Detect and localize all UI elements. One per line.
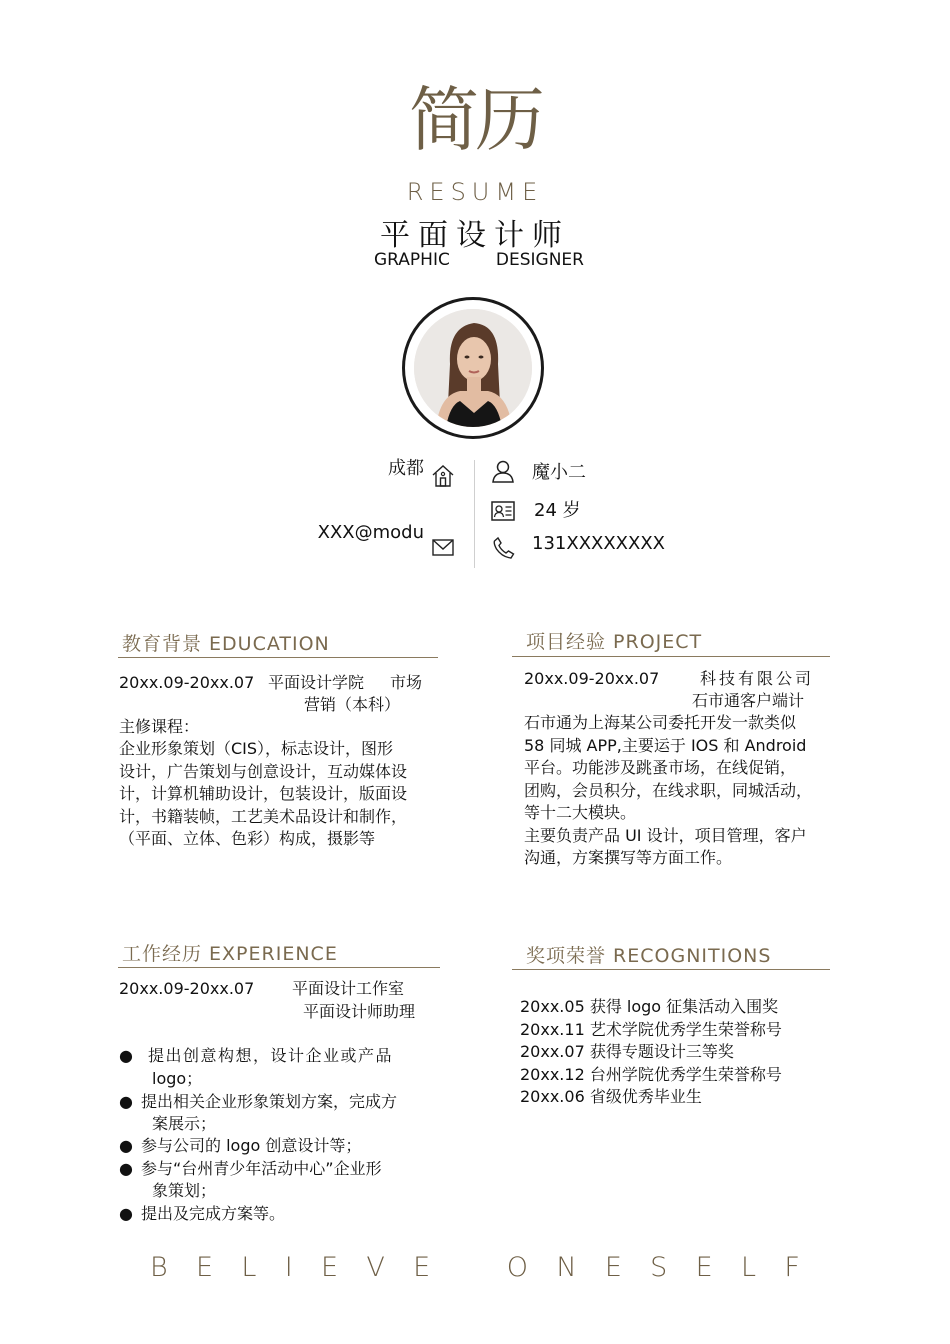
experience-bullet-text: logo； — [152, 1069, 203, 1088]
education-course-line: 计，书籍装帧，工艺美术品设计和制作， — [119, 806, 408, 826]
experience-bullet-text: 案展示； — [152, 1114, 217, 1133]
experience-date: 20xx.09-20xx.07 — [119, 979, 255, 998]
footer-letter: L — [241, 1252, 257, 1283]
id-card-icon — [490, 498, 516, 524]
recognition-item: 20xx.12 台州学院优秀学生荣誉称号 — [520, 1064, 782, 1084]
bullet-symbol: ● — [119, 1092, 133, 1111]
project-product: 石市通客户端计 — [692, 691, 805, 710]
recognition-item: 20xx.05 获得 logo 征集活动入围奖 — [520, 997, 779, 1016]
recognition-item: 20xx.06 省级优秀毕业生 — [520, 1087, 702, 1106]
education-school: 平面设计学院 — [268, 673, 365, 692]
resume-title-en: RESUME — [406, 178, 544, 206]
education-courses-label: 主修课程： — [119, 717, 200, 736]
footer-space — [458, 1252, 478, 1283]
project-line: 石市通为上海某公司委托开发一款类似 — [524, 713, 797, 732]
education-title: 教育背景 EDUCATION — [122, 633, 330, 655]
project-line: 58 同城 APP,主要运于 IOS 和 Android — [524, 735, 807, 755]
education-course-line: 企业形象策划（CIS），标志设计，图形 — [119, 739, 394, 758]
experience-bullet-text: 象策划； — [152, 1181, 217, 1200]
experience-org: 平面设计工作室 — [292, 979, 405, 998]
avatar-frame — [402, 297, 544, 439]
email-text: XXX@modu — [317, 522, 424, 543]
experience-bullet-text: 参与“台州青少年活动中心”企业形 — [141, 1159, 382, 1178]
footer-letter: E — [695, 1252, 713, 1283]
job-title-en-part2: DESIGNER — [495, 250, 584, 270]
age-text: 24 岁 — [534, 500, 581, 521]
bullet-symbol: ● — [119, 1159, 133, 1178]
footer-letter: S — [650, 1252, 668, 1283]
footer-letter: O — [506, 1252, 529, 1283]
footer-letter: E — [413, 1252, 431, 1283]
footer-letter: F — [784, 1252, 800, 1283]
recognitions-title: 奖项荣誉 RECOGNITIONS — [526, 945, 772, 967]
experience-bullet-text: 提出创意构想，设计企业或产品 — [148, 1046, 394, 1065]
project-line: 沟通，方案撰写等方面工作。 — [524, 848, 733, 867]
footer-letter: E — [195, 1252, 214, 1283]
job-title-en-part1: GRAPHIC — [374, 250, 450, 270]
experience-role: 平面设计师助理 — [303, 1002, 416, 1021]
recognition-item: 20xx.07 获得专题设计三等奖 — [520, 1042, 734, 1061]
education-course-line: （平面、立体、色彩）构成，摄影等 — [119, 829, 376, 848]
education-major-2: 营销（本科） — [304, 695, 401, 714]
experience-bullet-text: 参与公司的 logo 创意设计等； — [141, 1136, 362, 1155]
footer-letter: N — [556, 1252, 577, 1283]
education-date: 20xx.09-20xx.07 — [119, 673, 255, 692]
mail-icon — [430, 534, 456, 560]
avatar-portrait — [414, 309, 532, 427]
education-divider — [118, 657, 438, 658]
education-course-line: 设计，广告策划与创意设计，互动媒体设 — [119, 761, 408, 781]
project-divider — [512, 656, 830, 657]
project-line: 主要负责产品 UI 设计，项目管理，客户 — [524, 825, 807, 845]
footer-motto — [150, 1252, 800, 1283]
experience-bullet-text: 提出及完成方案等。 — [141, 1204, 286, 1223]
project-description — [524, 712, 834, 870]
avatar — [414, 309, 532, 427]
job-title-cn: 平面设计师 — [380, 218, 570, 253]
phone-icon — [491, 535, 517, 561]
experience-title: 工作经历 EXPERIENCE — [122, 943, 338, 965]
recognitions-divider — [512, 969, 830, 970]
home-icon — [430, 463, 456, 489]
info-divider — [474, 460, 475, 568]
education-course-line: 计，计算机辅助设计，包装设计，版面设 — [119, 784, 408, 803]
project-title: 项目经验 PROJECT — [526, 631, 703, 653]
project-date: 20xx.09-20xx.07 — [524, 669, 660, 688]
footer-letter: V — [366, 1252, 385, 1283]
footer-letter: I — [284, 1252, 293, 1283]
bullet-symbol: ● — [119, 1046, 133, 1065]
footer-letter: E — [604, 1252, 622, 1283]
footer-letter: E — [320, 1252, 339, 1283]
footer-letter: B — [150, 1252, 168, 1283]
footer-letter: L — [740, 1252, 757, 1283]
recognition-item: 20xx.11 艺术学院优秀学生荣誉称号 — [520, 1019, 782, 1039]
education-major-1: 市场 — [390, 673, 423, 692]
city-text: 成都 — [388, 458, 424, 479]
experience-divider — [118, 967, 440, 968]
bullet-symbol: ● — [119, 1136, 133, 1155]
project-line: 团购，会员积分，在线求职，同城活动， — [524, 780, 813, 800]
recognitions-list — [520, 996, 840, 1109]
job-title-en — [374, 250, 584, 270]
resume-title-cn: 简历 — [409, 79, 541, 161]
name-text: 魔小二 — [532, 462, 586, 483]
project-line: 等十二大模块。 — [524, 803, 637, 822]
education-courses — [119, 738, 439, 851]
bullet-symbol: ● — [119, 1204, 133, 1223]
phone-text: 131XXXXXXXX — [532, 533, 666, 554]
experience-bullet-text: 提出相关企业形象策划方案，完成方 — [141, 1092, 398, 1111]
project-line: 平台。功能涉及跳蚤市场，在线促销， — [524, 758, 797, 777]
user-icon — [490, 458, 516, 484]
project-company: 科技有限公司 — [700, 669, 815, 688]
